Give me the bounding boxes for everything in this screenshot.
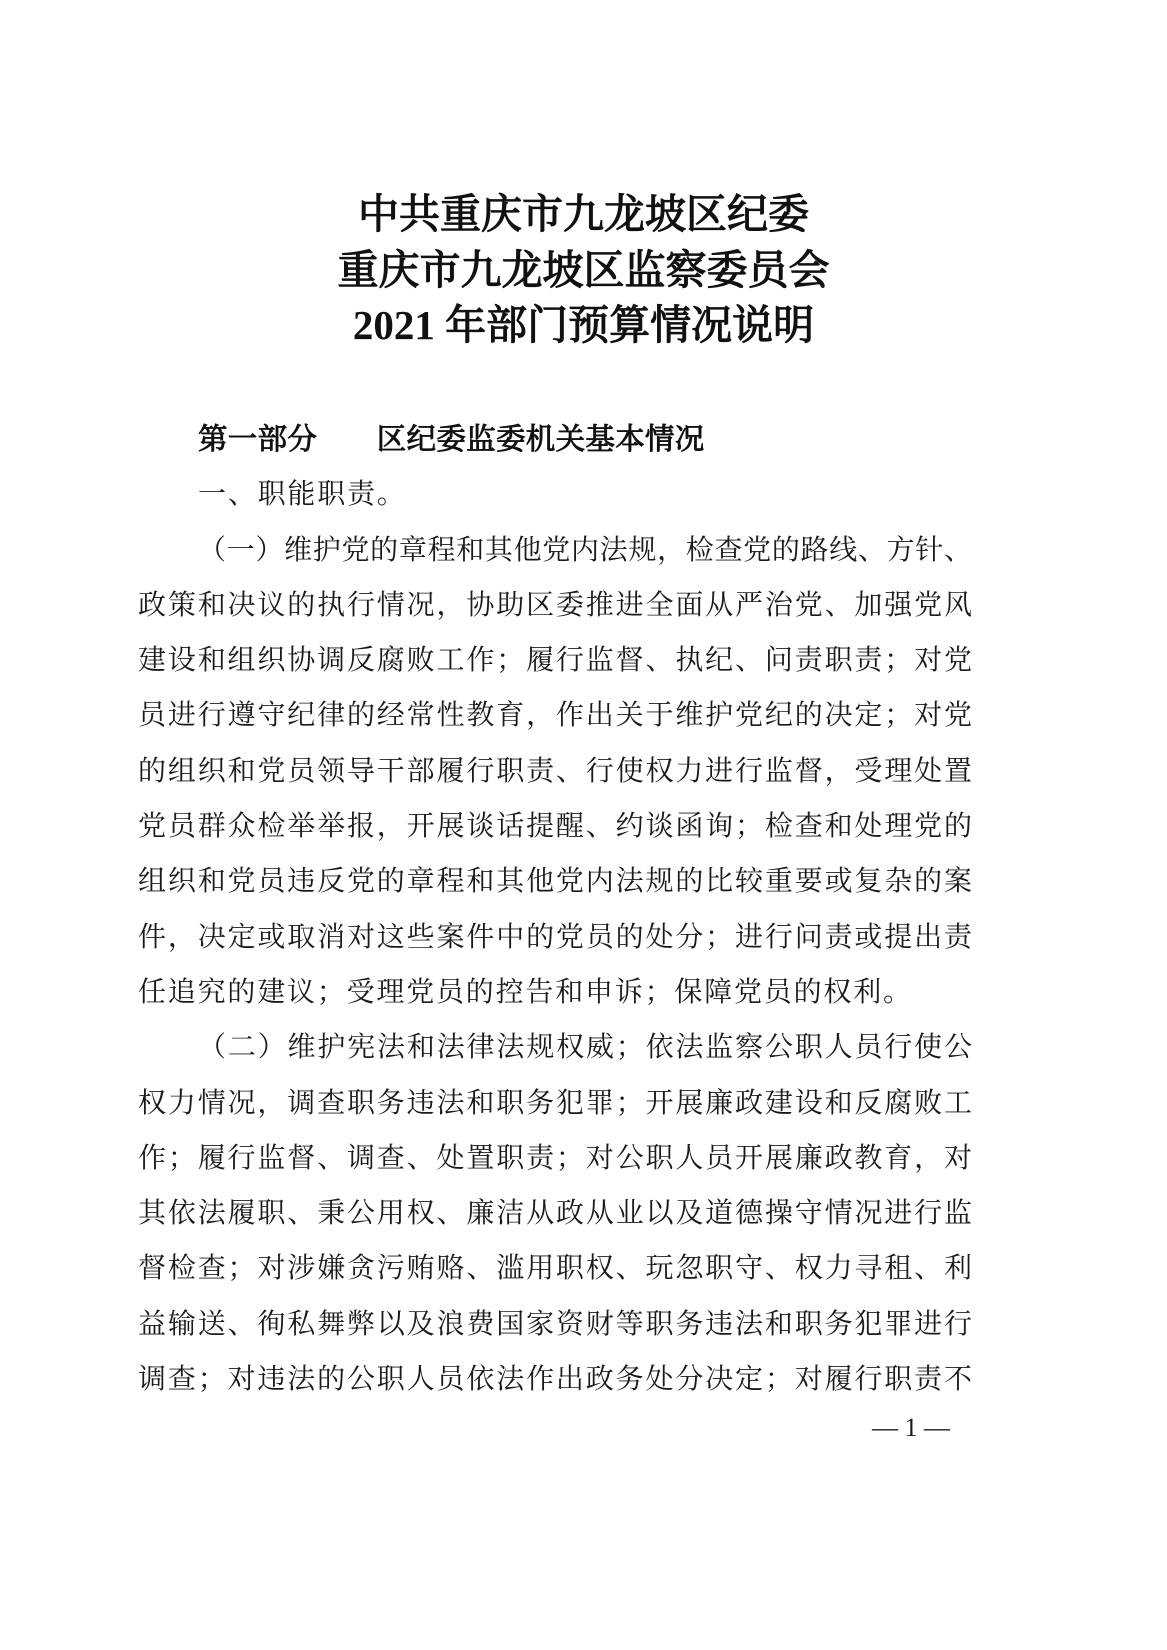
paragraph-line: 党员群众检举举报，开展谈话提醒、约谈函询；检查和处理党的	[138, 811, 972, 843]
paragraph-line: 任追究的建议；受理党员的控告和申诉；保障党员的权利。	[138, 976, 913, 1008]
paragraph-line: 组织和党员违反党的章程和其他党内法规的比较重要或复杂的案	[138, 866, 972, 898]
paragraph-line: 督检查；对涉嫌贪污贿赂、滥用职权、玩忽职守、权力寻租、利	[138, 1253, 972, 1285]
paragraph-line: 其依法履职、秉公用权、廉洁从政从业以及道德操守情况进行监	[138, 1198, 972, 1230]
paragraph-line: 件，决定或取消对这些案件中的党员的处分；进行问责或提出责	[138, 921, 972, 953]
paragraph-1	[138, 523, 972, 1021]
title-line-2: 重庆市九龙坡区监察委员会	[337, 246, 830, 293]
subsection-heading: 一、职能职责。	[198, 479, 407, 511]
document-body	[138, 412, 972, 1407]
paragraph-2	[138, 1020, 972, 1407]
paragraph-line: 员进行遵守纪律的经常性教育，作出关于维护党纪的决定；对党	[138, 700, 972, 732]
paragraph-line: 政策和决议的执行情况，协助区委推进全面从严治党、加强党风	[138, 589, 972, 621]
paragraph-line: （一）维护党的章程和其他党内法规，检查党的路线、方针、	[198, 534, 972, 566]
paragraph-line: 益输送、徇私舞弊以及浪费国家资财等职务违法和职务犯罪进行	[138, 1308, 972, 1340]
title-line-1: 中共重庆市九龙坡区纪委	[358, 191, 809, 237]
page-number: — 1 —	[872, 1413, 950, 1442]
section-heading: 第一部分 区纪委监委机关基本情况	[198, 423, 705, 456]
paragraph-line: 作；履行监督、调查、处置职责；对公职人员开展廉政教育，对	[138, 1142, 972, 1174]
paragraph-line: 的组织和党员领导干部履行职责、行使权力进行监督，受理处置	[138, 755, 972, 787]
paragraph-line: 建设和组织协调反腐败工作；履行监督、执纪、问责职责；对党	[138, 645, 972, 677]
title-line-3: 2021 年部门预算情况说明	[352, 302, 815, 348]
paragraph-line: （二）维护宪法和法律法规权威；依法监察公职人员行使公	[198, 1032, 972, 1064]
document-title	[0, 187, 1167, 354]
paragraph-line: 调查；对违法的公职人员依法作出政务处分决定；对履行职责不	[138, 1364, 972, 1396]
paragraph-line: 权力情况，调查职务违法和职务犯罪；开展廉政建设和反腐败工	[138, 1087, 972, 1119]
